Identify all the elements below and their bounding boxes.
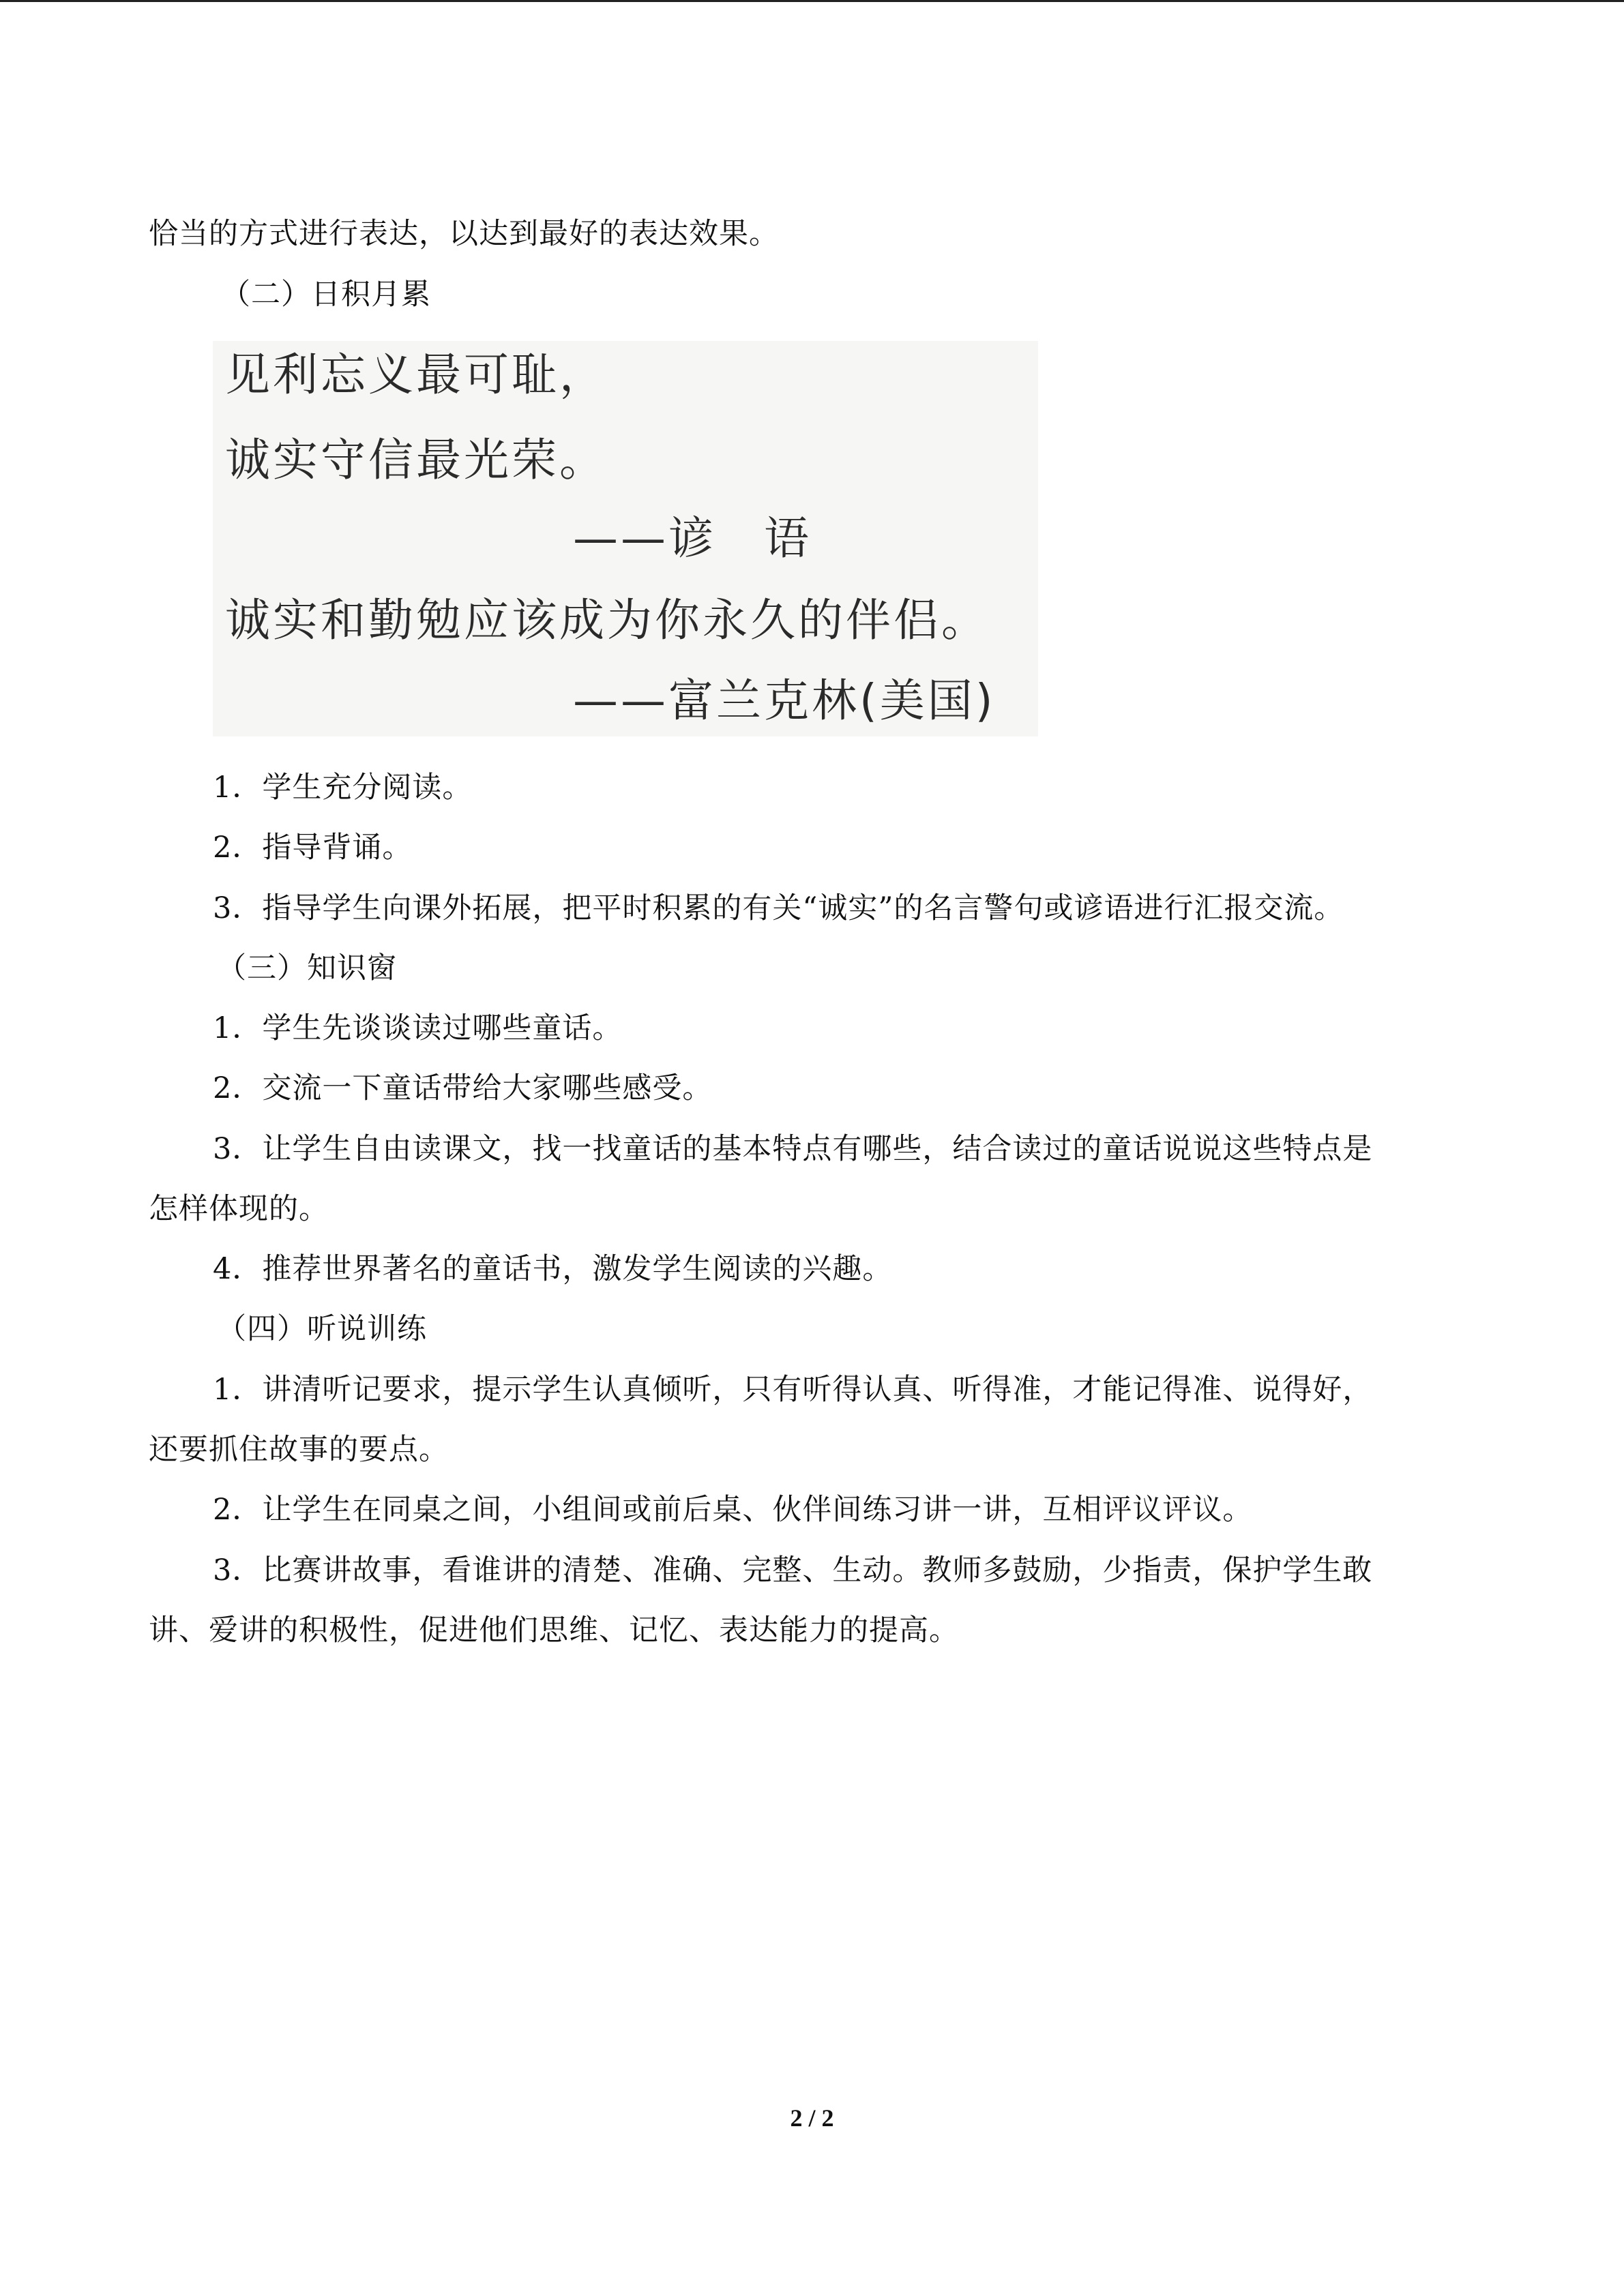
list-item-continuation: 怎样体现的。 <box>149 1192 329 1226</box>
list-item: 3．指导学生向课外拓展，把平时积累的有关“诚实”的名言警句或谚语进行汇报交流。 <box>213 891 1344 925</box>
section-heading-listening: （四）听说训练 <box>217 1312 427 1346</box>
list-item-continuation: 讲、爱讲的积极性，促进他们思维、记忆、表达能力的提高。 <box>149 1613 959 1648</box>
list-item: 2．让学生在同桌之间，小组间或前后桌、伙伴间练习讲一讲，互相评议评议。 <box>213 1493 1253 1527</box>
list-item: 2．指导背诵。 <box>213 831 413 865</box>
list-item: 1．学生先谈谈读过哪些童话。 <box>213 1011 623 1045</box>
list-item: 2．交流一下童话带给大家哪些感受。 <box>213 1071 713 1105</box>
list-item: 3．让学生自由读课文，找一找童话的基本特点有哪些，结合读过的童话说说这些特点是 <box>213 1132 1373 1166</box>
section-heading-knowledge: （三）知识窗 <box>217 951 397 985</box>
paragraph-continuation: 恰当的方式进行表达，以达到最好的表达效果。 <box>149 217 779 251</box>
quote-line-2: 诚实守信最光荣。 <box>225 434 607 486</box>
section-heading-accumulation: （二）日积月累 <box>221 278 431 312</box>
top-border <box>0 0 1624 2</box>
list-item: 4．推荐世界著名的童话书，激发学生阅读的兴趣。 <box>213 1252 893 1286</box>
list-item-continuation: 还要抓住故事的要点。 <box>149 1433 449 1467</box>
quote-line-1: 见利忘义最可耻， <box>225 348 607 401</box>
page-number: 2 / 2 <box>790 2104 834 2132</box>
quote-source-proverb: ——谚 语 <box>573 512 812 565</box>
quote-image <box>213 341 1038 736</box>
list-item: 1．学生充分阅读。 <box>213 771 473 805</box>
quote-source-franklin: ——富兰克林(美国) <box>573 674 996 727</box>
list-item: 3．比赛讲故事，看谁讲的清楚、准确、完整、生动。教师多鼓励，少指责，保护学生敢 <box>213 1553 1373 1587</box>
quote-line-3: 诚实和勤勉应该成为你永久的伴侣。 <box>225 594 989 646</box>
list-item: 1．讲清听记要求，提示学生认真倾听，只有听得认真、听得准，才能记得准、说得好， <box>213 1373 1373 1407</box>
